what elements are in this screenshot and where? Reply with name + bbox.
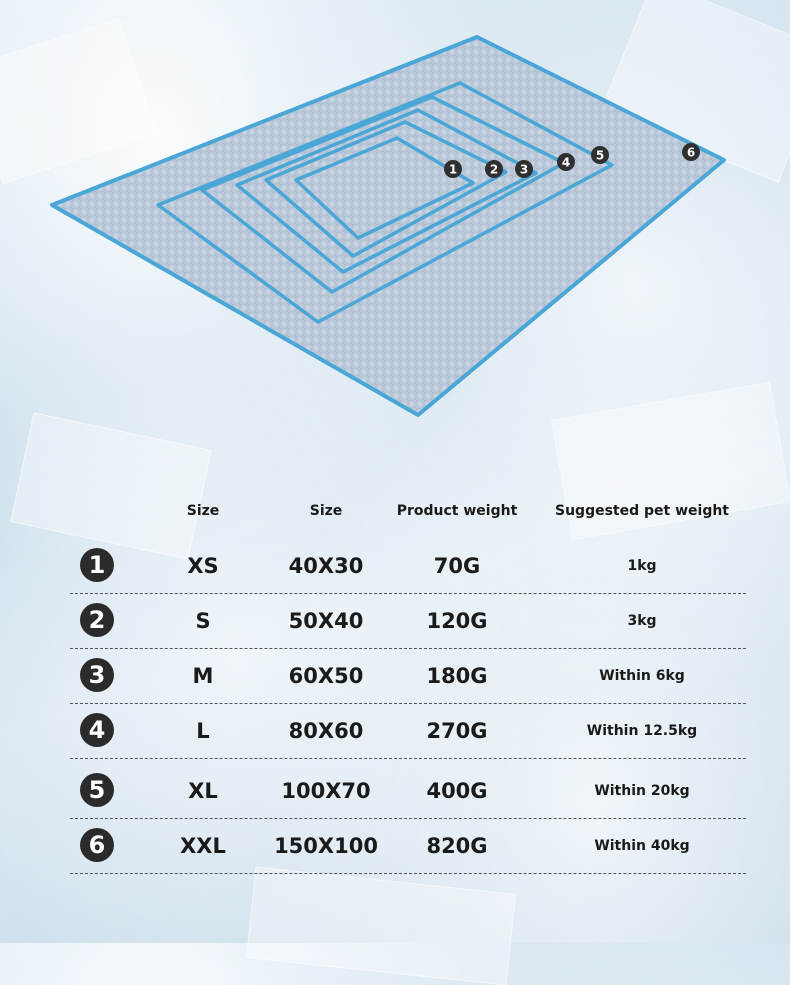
badge-5 bbox=[591, 146, 609, 164]
table-row bbox=[70, 593, 746, 649]
badge-4-label: 4 bbox=[561, 155, 571, 170]
badge-1 bbox=[444, 160, 462, 178]
row-product-weight: 120G bbox=[426, 608, 488, 633]
row-pet-weight: 3kg bbox=[627, 612, 657, 629]
row-dimension: 60X50 bbox=[288, 663, 364, 688]
badge-1-label: 1 bbox=[448, 162, 458, 177]
ice-shape bbox=[246, 867, 516, 985]
row-dimension: 50X40 bbox=[288, 608, 364, 633]
row-dimension: 150X100 bbox=[274, 833, 378, 858]
row-size: M bbox=[192, 663, 214, 688]
row-product-weight: 180G bbox=[426, 663, 488, 688]
row-size: XXL bbox=[180, 833, 226, 858]
badge-3 bbox=[515, 160, 533, 178]
row-size: L bbox=[196, 718, 210, 743]
badge-3-label: 3 bbox=[519, 162, 529, 177]
row-number-badge: 6 bbox=[80, 828, 114, 862]
row-size: XS bbox=[187, 553, 219, 578]
header-product-weight: Product weight bbox=[396, 503, 518, 519]
row-product-weight: 400G bbox=[426, 778, 488, 803]
header-dimension: Size bbox=[309, 503, 343, 519]
row-product-weight: 70G bbox=[433, 553, 481, 578]
row-pet-weight: Within 12.5kg bbox=[586, 722, 698, 739]
row-number-badge: 5 bbox=[80, 773, 114, 807]
table-row bbox=[70, 538, 746, 594]
badge-2-label: 2 bbox=[489, 162, 499, 177]
row-product-weight: 820G bbox=[426, 833, 488, 858]
header-pet-weight: Suggested pet weight bbox=[555, 503, 729, 519]
table-row bbox=[70, 648, 746, 704]
table-row bbox=[70, 818, 746, 874]
badge-4 bbox=[557, 153, 575, 171]
row-dimension: 80X60 bbox=[288, 718, 364, 743]
row-dimension: 40X30 bbox=[288, 553, 364, 578]
row-number-badge: 4 bbox=[80, 713, 114, 747]
row-number-badge: 3 bbox=[80, 658, 114, 692]
row-product-weight: 270G bbox=[426, 718, 488, 743]
badge-6 bbox=[682, 143, 700, 161]
row-size: XL bbox=[188, 778, 218, 803]
badge-6-label: 6 bbox=[686, 145, 696, 160]
header-size-label: Size bbox=[186, 503, 220, 519]
badge-5-label: 5 bbox=[595, 148, 605, 163]
row-pet-weight: Within 20kg bbox=[594, 782, 690, 799]
row-pet-weight: Within 6kg bbox=[599, 667, 685, 684]
row-dimension: 100X70 bbox=[281, 778, 371, 803]
row-pet-weight: 1kg bbox=[627, 557, 657, 574]
table-row bbox=[70, 703, 746, 759]
row-size: S bbox=[195, 608, 211, 633]
row-number-badge: 2 bbox=[80, 603, 114, 637]
row-pet-weight: Within 40kg bbox=[594, 837, 690, 854]
badge-2 bbox=[485, 160, 503, 178]
table-row bbox=[70, 763, 746, 819]
cooling-mat-illustration bbox=[0, 0, 790, 470]
row-number-badge: 1 bbox=[80, 548, 114, 582]
